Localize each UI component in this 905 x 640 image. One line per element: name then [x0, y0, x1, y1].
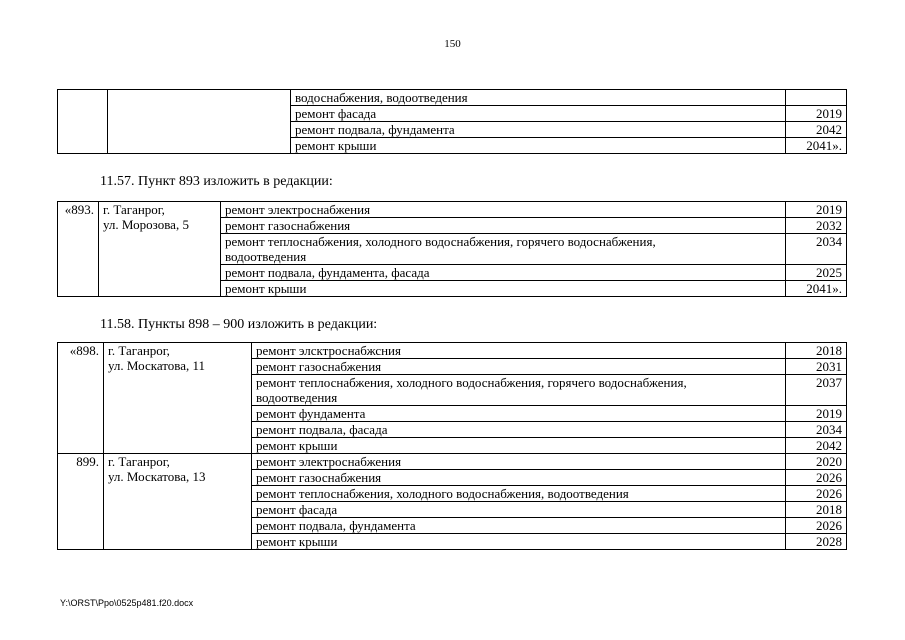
heading-11-57: 11.57. Пункт 893 изложить в редакции: — [100, 174, 333, 189]
year-cell: 2041». — [786, 138, 847, 154]
work-type-cell: ремонт фундамента — [252, 406, 786, 422]
address-cell: г. Таганрог, ул. Москатова, 13 — [104, 454, 252, 550]
table-items-898-900 — [57, 342, 847, 550]
address-cell — [108, 90, 291, 154]
work-type-cell: ремонт электроснабжения — [252, 454, 786, 470]
footer-file-path: Y:\ORST\Ppo\0525p481.f20.docx — [60, 598, 194, 608]
year-cell — [786, 90, 847, 106]
work-type-cell: ремонт подвала, фундамента — [291, 122, 786, 138]
year-cell: 2019 — [786, 406, 847, 422]
work-type-cell: ремонт газоснабжения — [221, 218, 786, 234]
year-cell: 2019 — [786, 106, 847, 122]
work-type-cell: ремонт теплоснабжения, холодного водоснабжения, горячего водоснабжения, водоотведения — [252, 375, 786, 406]
work-type-cell: ремонт фасада — [291, 106, 786, 122]
table-row — [58, 90, 847, 106]
year-cell: 2018 — [786, 502, 847, 518]
work-type-cell: ремонт крыши — [252, 438, 786, 454]
number-cell — [58, 90, 108, 154]
year-cell: 2042 — [786, 122, 847, 138]
work-type-cell: водоснабжения, водоотведения — [291, 90, 786, 106]
continuation-table — [57, 89, 847, 154]
year-cell: 2032 — [786, 218, 847, 234]
work-type-cell: ремонт теплоснабжения, холодного водоснабжения, горячего водоснабжения, водоотведения — [221, 234, 786, 265]
address-cell: г. Таганрог, ул. Морозова, 5 — [99, 202, 221, 297]
work-type-cell: ремонт теплоснабжения, холодного водоснабжения, водоотведения — [252, 486, 786, 502]
work-type-cell: ремонт крыши — [291, 138, 786, 154]
work-type-cell: ремонт подвала, фундамента — [252, 518, 786, 534]
year-cell: 2037 — [786, 375, 847, 406]
year-cell: 2020 — [786, 454, 847, 470]
year-cell: 2018 — [786, 343, 847, 359]
year-cell: 2025 — [786, 265, 847, 281]
year-cell: 2034 — [786, 234, 847, 265]
table-item-893 — [57, 201, 847, 297]
year-cell: 2026 — [786, 518, 847, 534]
year-cell: 2041». — [786, 281, 847, 297]
year-cell: 2034 — [786, 422, 847, 438]
item-number-cell: «898. — [58, 343, 104, 454]
work-type-cell: ремонт крыши — [252, 534, 786, 550]
work-type-cell: ремонт крыши — [221, 281, 786, 297]
year-cell: 2042 — [786, 438, 847, 454]
work-type-cell: ремонт подвала, фундамента, фасада — [221, 265, 786, 281]
year-cell: 2026 — [786, 486, 847, 502]
page-number: 150 — [444, 38, 461, 50]
work-type-cell: ремонт подвала, фасада — [252, 422, 786, 438]
table-row — [58, 202, 847, 218]
work-type-cell: ремонт газоснабжения — [252, 359, 786, 375]
year-cell: 2026 — [786, 470, 847, 486]
table-row — [58, 343, 847, 359]
item-number-cell: «893. — [58, 202, 99, 297]
work-type-cell: ремонт элсктроснабжсния — [252, 343, 786, 359]
item-number-cell: 899. — [58, 454, 104, 550]
work-type-cell: ремонт электроснабжения — [221, 202, 786, 218]
heading-11-58: 11.58. Пункты 898 – 900 изложить в редакции: — [100, 317, 378, 332]
work-type-cell: ремонт фасада — [252, 502, 786, 518]
address-cell: г. Таганрог, ул. Москатова, 11 — [104, 343, 252, 454]
table-row — [58, 454, 847, 470]
year-cell: 2028 — [786, 534, 847, 550]
work-type-cell: ремонт газоснабжения — [252, 470, 786, 486]
year-cell: 2019 — [786, 202, 847, 218]
year-cell: 2031 — [786, 359, 847, 375]
